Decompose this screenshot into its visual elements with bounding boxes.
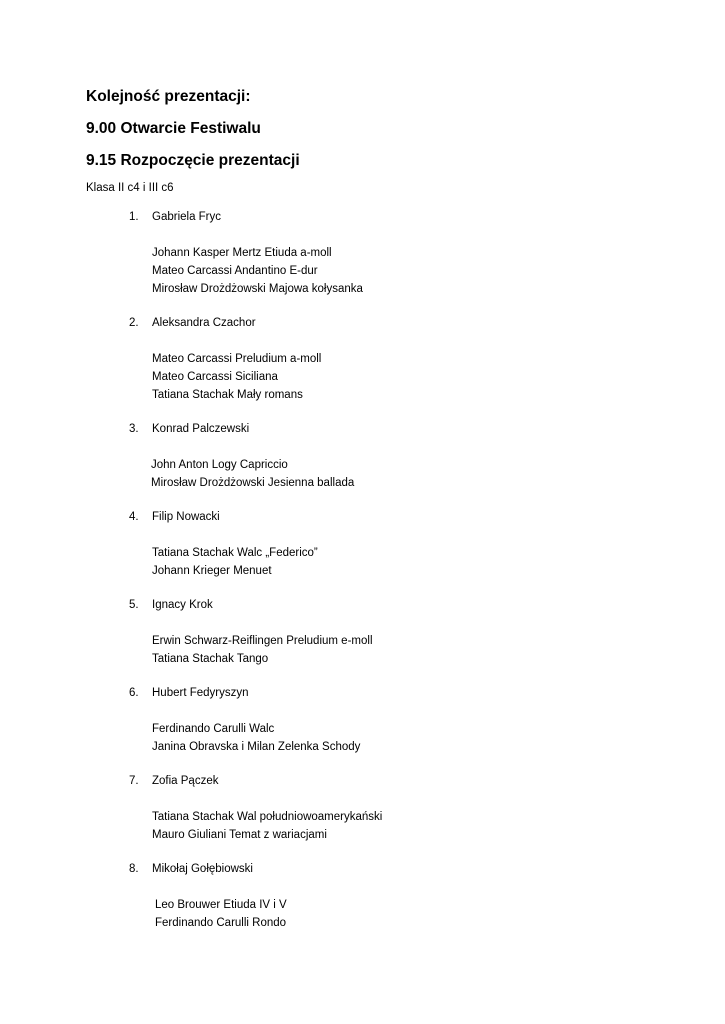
piece: John Anton Logy Capriccio	[151, 459, 288, 471]
performer-name: Gabriela Fryc	[152, 211, 222, 223]
piece: Johann Kasper Mertz Etiuda a-moll	[152, 247, 332, 259]
performer-name: Zofia Pączek	[152, 775, 219, 787]
piece: Erwin Schwarz-Reiflingen Preludium e-moll	[152, 635, 373, 647]
item-number: 4.	[129, 511, 139, 523]
item-number: 5.	[129, 599, 139, 611]
performer-name: Filip Nowacki	[152, 511, 220, 523]
piece: Janina Obravska i Milan Zelenka Schody	[152, 741, 361, 753]
piece: Ferdinando Carulli Walc	[152, 723, 275, 735]
heading-opening: 9.00 Otwarcie Festiwalu	[86, 120, 261, 137]
piece: Mateo Carcassi Andantino E-dur	[152, 265, 318, 277]
performer-name: Hubert Fedyryszyn	[152, 687, 249, 699]
item-number: 7.	[129, 775, 139, 787]
piece: Mirosław Drożdżowski Jesienna ballada	[151, 477, 355, 489]
piece: Mateo Carcassi Siciliana	[152, 371, 278, 383]
piece: Tatiana Stachak Walc „Federico”	[152, 547, 318, 559]
piece: Tatiana Stachak Wal południowoamerykański	[152, 811, 383, 823]
heading-order: Kolejność prezentacji:	[86, 88, 251, 105]
item-number: 1.	[129, 211, 139, 223]
performer-name: Ignacy Krok	[152, 599, 213, 611]
class-label: Klasa II c4 i III c6	[86, 182, 174, 194]
item-number: 8.	[129, 863, 139, 875]
item-number: 2.	[129, 317, 139, 329]
item-number: 6.	[129, 687, 139, 699]
piece: Mauro Giuliani Temat z wariacjami	[152, 829, 327, 841]
piece: Mateo Carcassi Preludium a-moll	[152, 353, 322, 365]
piece: Tatiana Stachak Mały romans	[152, 389, 303, 401]
heading-start: 9.15 Rozpoczęcie prezentacji	[86, 152, 300, 169]
performer-name: Mikołaj Gołębiowski	[152, 863, 253, 875]
piece: Ferdinando Carulli Rondo	[155, 917, 287, 929]
item-number: 3.	[129, 423, 139, 435]
performer-name: Aleksandra Czachor	[152, 317, 256, 329]
piece: Mirosław Drożdżowski Majowa kołysanka	[152, 283, 363, 295]
performer-name: Konrad Palczewski	[152, 423, 250, 435]
piece: Leo Brouwer Etiuda IV i V	[155, 899, 287, 911]
piece: Tatiana Stachak Tango	[152, 653, 269, 665]
piece: Johann Krieger Menuet	[152, 565, 272, 577]
